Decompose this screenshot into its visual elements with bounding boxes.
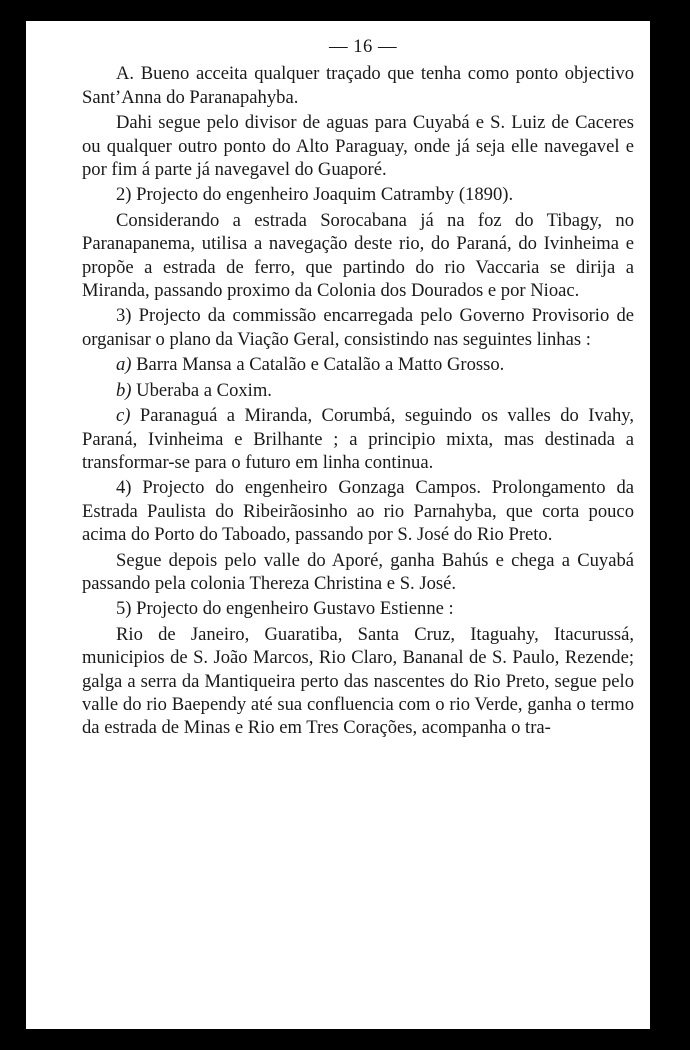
paragraph-gonzaga: 4) Projecto do engenheiro Gonzaga Campos. Prolongamento da Estrada Paulista do Ribeirãosinho ao rio Parnahyba, que corta pouco acima do Porto do Taboado, passando por S. José do Rio Preto. xyxy=(82,477,634,546)
paragraph-apore: Segue depois pelo valle do Aporé, ganha Bahús e chega a Cuyabá passando pela colonia Thereza Christina e S. José. xyxy=(82,549,634,594)
paragraph-estienne-heading: 5) Projecto do engenheiro Gustavo Estienne : xyxy=(116,598,454,620)
paragraph-catramby-heading: 2) Projecto do engenheiro Joaquim Catramby (1890). xyxy=(116,184,514,206)
book-page xyxy=(26,21,650,1029)
paragraph-sorocabana: Considerando a estrada Sorocabana já na foz do Tibagy, no Paranapanema, utilisa a navegação deste rio, do Paraná, do Ivinheima e propõe a estrada de ferro, que partindo do rio Vaccaria se dirija a Miranda, passando proximo da Colonia dos Dourados e por Nioac. xyxy=(82,209,634,302)
list-text-a: Barra Mansa a Catalão e Catalão a Matto Grosso. xyxy=(136,354,505,376)
list-item-a xyxy=(82,353,634,376)
list-text-c: Paranaguá a Miranda, Corumbá, seguindo os valles do Ivahy, Paraná, Ivinheima e Brilhante ; a principio mixta, mas destinada a transformar-se para o futuro em linha continua. xyxy=(82,405,634,473)
list-item-b xyxy=(82,379,634,402)
list-label-b: b) xyxy=(116,379,132,401)
paragraph-rio-de-janeiro: Rio de Janeiro, Guaratiba, Santa Cruz, Itaguahy, Itacurussá, municipios de S. João Marcos, Rio Claro, Bananal de S. Paulo, Rezende; galga a serra da Mantiqueira perto das nascentes do Rio Preto, segue pelo valle do rio Baependy até sua confluencia com o rio Verde, ganha o termo da estrada de Minas e Rio em Tres Corações, acompanha o tra- xyxy=(82,623,634,739)
page-text xyxy=(82,35,634,740)
page-number: — 16 — xyxy=(328,36,398,57)
list-item-c xyxy=(82,404,634,474)
paragraph-bueno: A. Bueno acceita qualquer traçado que tenha como ponto objectivo Sant’Anna do Paranapahyba. xyxy=(82,63,634,108)
list-label-c: c) xyxy=(116,405,131,427)
paragraph-divisor: Dahi segue pelo divisor de aguas para Cuyabá e S. Luiz de Caceres ou qualquer outro ponto do Alto Paraguay, onde já seja elle navegavel e por fim á parte já navegavel do Guaporé. xyxy=(82,112,634,181)
paragraph-commissao: 3) Projecto da commissão encarregada pelo Governo Provisorio de organisar o plano da Viação Geral, consistindo nas seguintes linhas : xyxy=(82,305,634,350)
list-text-b: Uberaba a Coxim. xyxy=(136,379,272,401)
list-label-a: a) xyxy=(116,354,132,376)
